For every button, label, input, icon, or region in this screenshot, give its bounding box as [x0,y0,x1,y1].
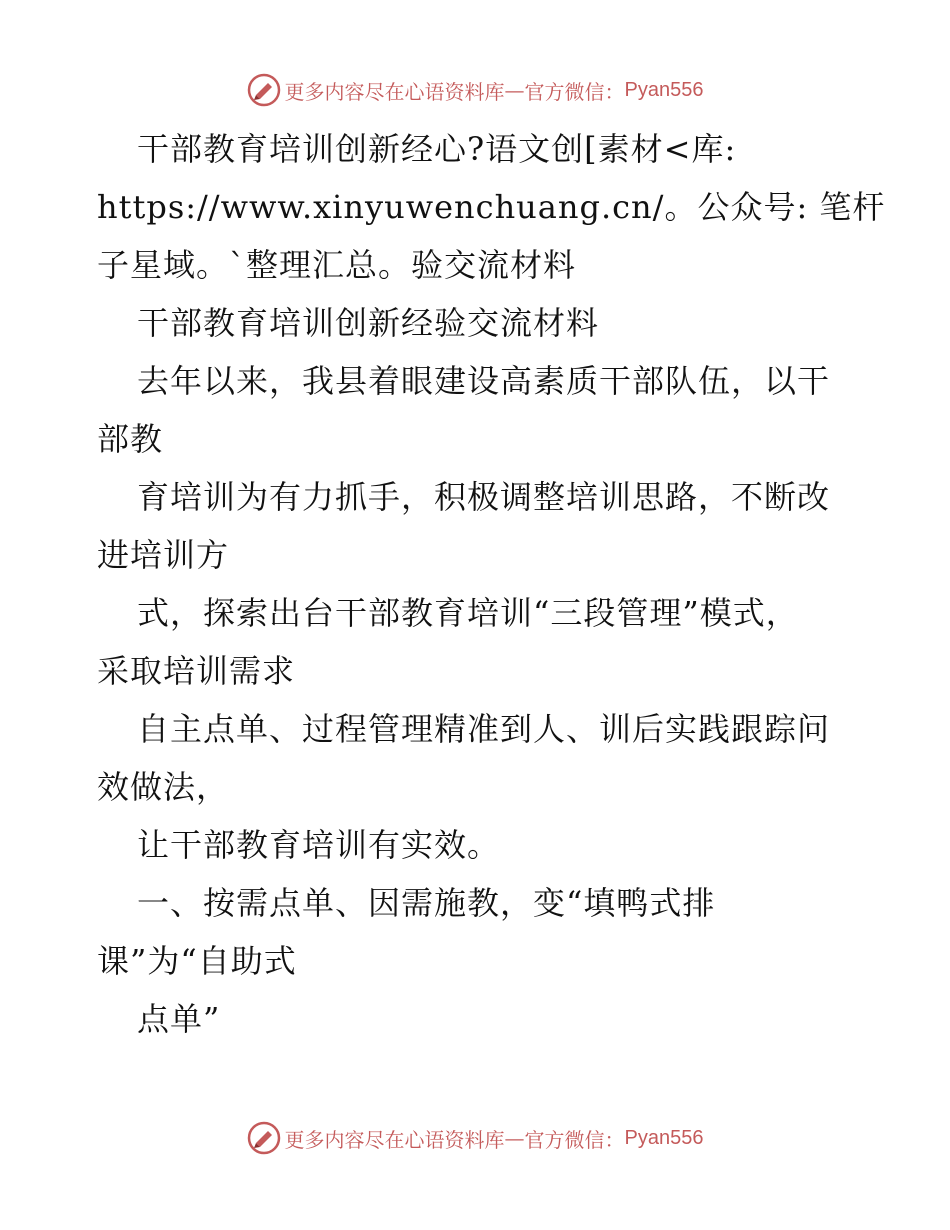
text-line: 让干部教育培训有实效。 [137,826,501,864]
text-line: 育培训为有力抓手，积极调整培训思路，不断改 [137,478,831,516]
text-line: 自主点单、过程管理精准到人、训后实践跟踪问 [137,710,831,748]
text-line: 部教 [97,420,164,458]
text-line: https://www.xinyuwenchuang.cn/。公众号: 笔杆 [97,188,886,226]
document-title: 干部教育培训创新经验交流材料 [137,304,600,342]
text-line: 进培训方 [97,536,230,574]
section-heading: 一、按需点单、因需施教，变“填鸭式排 [137,884,716,922]
watermark-separator: — [504,1126,525,1150]
text-line: 子星域。`整理汇总。验交流材料 [97,246,577,284]
text-line: 点单” [137,1000,221,1038]
header-watermark [0,70,950,110]
watermark-contact-handle: Pyan556 [624,1126,704,1149]
footer-watermark [0,1118,950,1158]
document-body [97,120,886,1048]
watermark-text: 更多内容尽在心语资料库 [284,79,505,104]
watermark-contact-label: 官方微信： [524,1127,625,1152]
text-line: 采取培训需求 [97,652,296,690]
text-line: 去年以来，我县着眼建设高素质干部队伍，以干 [137,362,831,400]
red-book-pen-logo-icon [247,73,281,107]
red-book-pen-logo-icon [247,1121,281,1155]
text-line: 效做法， [97,768,230,806]
watermark-contact-handle: Pyan556 [624,78,704,101]
text-line: 课”为“自助式 [97,942,297,980]
text-line: 式，探索出台干部教育培训“三段管理”模式， [137,594,799,632]
text-line: 干部教育培训创新经心?语文创[素材<库: [137,130,737,168]
watermark-contact-label: 官方微信： [524,79,625,104]
watermark-separator: — [504,78,525,102]
watermark-text: 更多内容尽在心语资料库 [284,1127,505,1152]
